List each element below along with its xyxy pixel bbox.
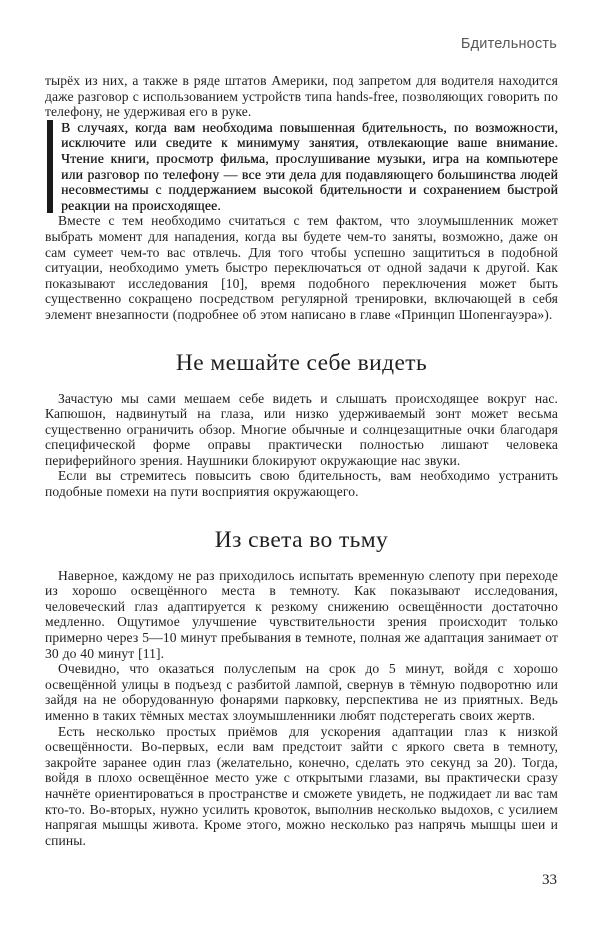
paragraph-continuation: тырёх из них, а также в ряде штатов Америки, под запретом для водителя находится даже разговор с использованием устройств типа hands-free, позволяющих говорить по телефону, не удерживая его в руке. bbox=[45, 73, 558, 120]
page-body bbox=[45, 73, 558, 848]
paragraph-darkness-2: Очевидно, что оказаться полуслепым на срок до 5 минут, войдя с хорошо освещённой улицы в подъезд с разбитой лампой, свернув в тёмную подворотню или зайдя на не оборудованную фонарями парковку, перспектива не из приятных. Ведь именно в таких тёмных местах злоумышленники любят подстерегать своих жертв. bbox=[45, 661, 558, 723]
callout-quote bbox=[47, 120, 558, 214]
paragraph-darkness-3: Есть несколько простых приёмов для ускорения адаптации глаз к низкой освещённости. Во-первых, если вам предстоит зайти с яркого света в темноту, закройте заранее один глаз (желательно, конечно, сделать это секунд за 20). Тогда, войдя в плохо освещённое место уже с открытыми глазами, вы практически сразу начнёте ориентироваться в пространстве и сможете увидеть, не поджидает ли вас там кто-то. Во-вторых, нужно усилить кровоток, выполнив несколько выдохов, с усилием напрягая мышцы живота. Кроме этого, можно несколько раз напрячь мышцы шеи и спины. bbox=[45, 723, 558, 848]
paragraph-seeing-1: Зачастую мы сами мешаем себе видеть и слышать происходящее вокруг нас. Капюшон, надвинутый на глаза, или низко удерживаемый зонт может весьма существенно ограничить обзор. Многие обычные и солнцезащитные очки благодаря специфической форме оправы практически полностью лишают человека периферийного зрения. Наушники блокируют окружающие нас звуки. bbox=[45, 390, 558, 468]
section-heading-seeing: Не мешайте себе видеть bbox=[175, 349, 428, 376]
paragraph-switching: Вместе с тем необходимо считаться с тем фактом, что злоумышленник может выбрать момент для нападения, когда вы будете чем-то заняты, возможно, даже он сам сумеет чем-то вас отвлечь. Для того чтобы успешно защититься в подобной ситуации, необходимо уметь быстро переключаться от одной задачи к другой. Как показывают исследования [10], время подобного переключения может быть существенно сокращено посредством регулярной тренировки, включающей в себя элемент внезапности (подробнее об этом написано в главе «Принцип Шопенгауэра»). bbox=[45, 213, 558, 322]
callout-quote-text: В случаях, когда вам необходима повышенная бдительность, по возможности, исключите или сведите к минимуму занятия, отвлекающие ваше внимание. Чтение книги, просмотр фильма, прослушивание музыки, игра на компьютере или разговор по телефону — все эти дела для подавляющего большинства людей несовместимы с поддержанием высокой бдительности и сохранением быстрой реакции на происходящее. bbox=[61, 119, 558, 213]
running-header: Бдительность bbox=[460, 36, 557, 52]
paragraph-seeing-2: Если вы стремитесь повысить свою бдительность, вам необходимо устранить подобные помехи на пути восприятия окружающего. bbox=[45, 468, 558, 500]
page-number: 33 bbox=[542, 872, 557, 888]
paragraph-darkness-1: Наверное, каждому не раз приходилось испытать временную слепоту при переходе из хорошо освещённого места в темноту. Как показывают исследования, человеческий глаз адаптируется к резкому снижению освещённости достаточно медленно. Ощутимое улучшение чувствительности зрения происходит только примерно через 5—10 минут пребывания в темноте, полная же адаптация занимает от 30 до 40 минут [11]. bbox=[45, 567, 558, 661]
section-heading-darkness: Из света во тьму bbox=[214, 526, 389, 553]
